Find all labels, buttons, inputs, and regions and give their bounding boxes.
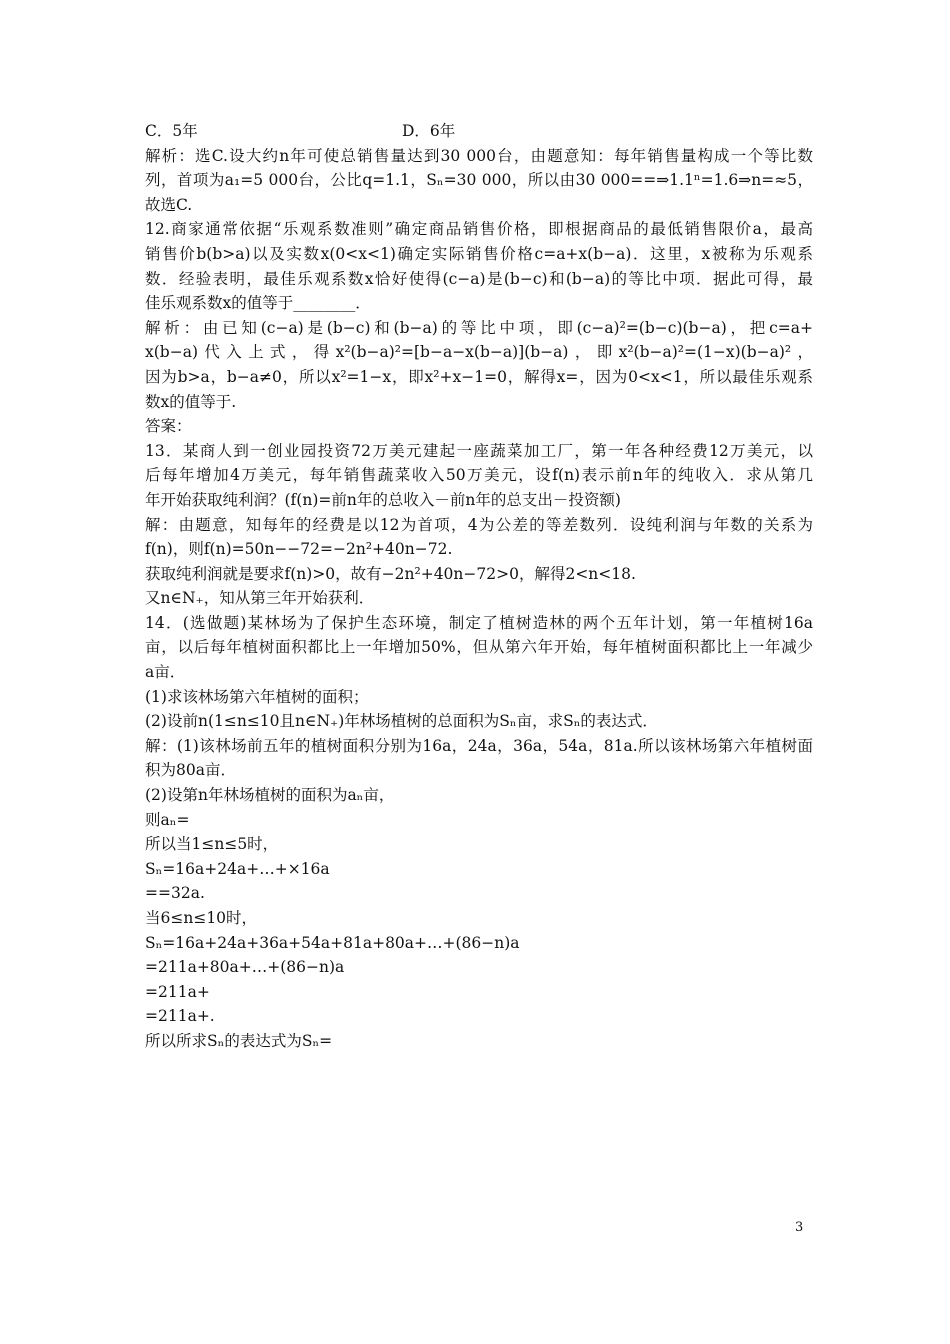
option-c: C．5年 — [145, 122, 198, 140]
text-line: 13．某商人到一创业园投资72万美元建起一座蔬菜加工厂，第一年各种经费12万美元，以 — [145, 441, 813, 460]
text-line: (2)设第n年林场植树的面积为aₙ亩， — [145, 786, 395, 805]
text-line: 则aₙ= — [145, 810, 190, 829]
text-line: 列，首项为a₁=5 000台，公比q=1.1，Sₙ=30 000，所以由30 000==⇒1.1ⁿ=1.6⇒n=≈5， — [145, 171, 813, 190]
text-line: 积为80a亩． — [145, 761, 236, 780]
text-line: 答案： — [145, 417, 192, 436]
text-line: a亩． — [145, 663, 186, 682]
option-d: D．6年 — [402, 122, 456, 140]
text-line: 数．经验表明，最佳乐观系数x恰好使得(c−a)是(b−c)和(b−a)的等比中项．据此可得，最 — [145, 269, 813, 288]
text-line: 亩，以后每年植树面积都比上一年增加50%，但从第六年开始，每年植树面积都比上一年减少 — [145, 638, 813, 657]
text-line: 解：由题意，知每年的经费是以12为首项，4为公差的等差数列．设纯利润与年数的关系为 — [145, 515, 813, 534]
text-line: 当6≤n≤10时， — [145, 909, 258, 927]
text-line: 佳乐观系数x的值等于________． — [145, 294, 371, 313]
answer-options-row — [145, 119, 813, 144]
text-line: 解析：由已知(c−a)是(b−c)和(b−a)的等比中项，即(c−a)²=(b−c)(b−a)，把c=a+ — [145, 318, 813, 337]
text-line: 获取纯利润就是要求f(n)>0，故有−2n²+40n−72>0，解得2<n<18. — [145, 564, 636, 583]
text-line: 又n∈N₊，知从第三年开始获利． — [145, 589, 375, 608]
text-line: f(n)，则f(n)=50n−−72=−2n²+40n−72. — [145, 540, 453, 559]
text-line: =211a+. — [145, 1007, 215, 1026]
text-line: 14．(选做题)某林场为了保护生态环境，制定了植树造林的两个五年计划，第一年植树16a — [145, 613, 813, 632]
text-line: 解析：选C.设大约n年可使总销售量达到30 000台，由题意知：每年销售量构成一个等比数 — [145, 146, 813, 165]
text-line: 所以当1≤n≤5时， — [145, 835, 279, 854]
text-line: 销售价b(b>a)以及实数x(0<x<1)确定实际销售价格c=a+x(b−a)．这里，x被称为乐观系 — [145, 244, 813, 263]
text-lines — [145, 144, 813, 1054]
text-line: Sₙ=16a+24a+36a+54a+81a+80a+…+(86−n)a — [145, 933, 520, 952]
text-line: 数x的值等于. — [145, 392, 237, 411]
page-number: 3 — [795, 1220, 804, 1235]
text-line: =211a+80a+…+(86−n)a — [145, 958, 345, 977]
text-line: x(b−a)代入上式，得x²(b−a)²=[b−a−x(b−a)](b−a)，即x²(b−a)²=(1−x)(b−a)²， — [145, 343, 813, 362]
text-line: 因为b>a，b−a≠0，所以x²=1−x，即x²+x−1=0，解得x=，因为0<x<1，所以最佳乐观系 — [145, 367, 813, 386]
text-line: 12.商家通常依据“乐观系数准则”确定商品销售价格，即根据商品的最低销售限价a，最高 — [145, 220, 813, 239]
text-line: =211a+ — [145, 982, 210, 1001]
text-line: 所以所求Sₙ的表达式为Sₙ= — [145, 1031, 333, 1050]
text-line: (1)求该林场第六年植树的面积； — [145, 687, 369, 706]
document-body — [145, 119, 813, 1054]
text-line: (2)设前n(1≤n≤10且n∈N₊)年林场植树的总面积为Sₙ亩，求Sₙ的表达式． — [145, 712, 658, 731]
text-line: Sₙ=16a+24a+…+×16a — [145, 859, 330, 878]
text-line: 年开始获取纯利润？(f(n)=前n年的总收入－前n年的总支出－投资额) — [145, 490, 621, 509]
text-line: 故选C. — [145, 195, 193, 214]
text-line: 解：(1)该林场前五年的植树面积分别为16a，24a，36a，54a，81a.所以该林场第六年植树面 — [145, 736, 813, 755]
text-line: ==32a. — [145, 884, 205, 903]
text-line: 后每年增加4万美元，每年销售蔬菜收入50万美元，设f(n)表示前n年的纯收入．求从第几 — [145, 466, 813, 485]
